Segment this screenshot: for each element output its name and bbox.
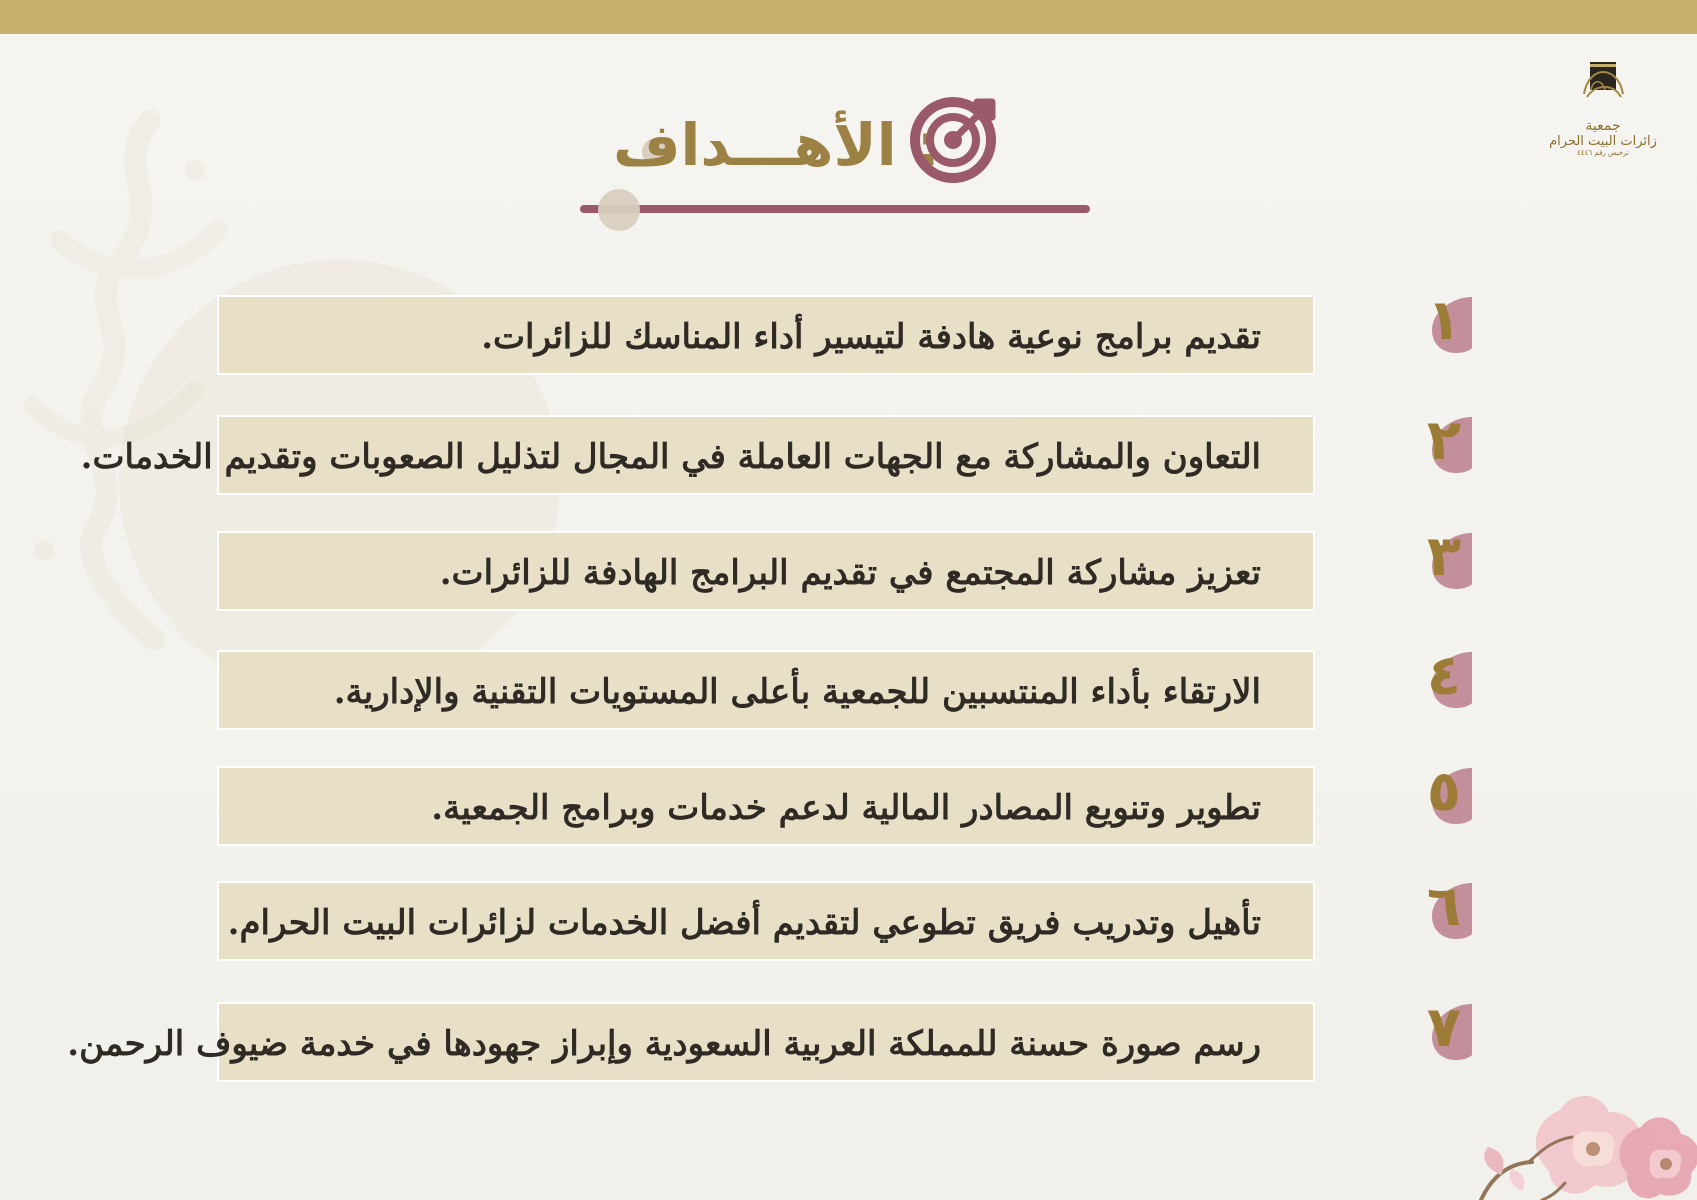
goal-row-3	[217, 524, 1461, 615]
goal-row-1	[217, 288, 1461, 379]
title-main: الأهـــداف	[613, 111, 897, 179]
top-band	[0, 0, 1697, 34]
goal-row-5	[217, 759, 1461, 850]
kaaba-logo-icon	[1575, 52, 1631, 110]
goal-box-1	[217, 295, 1315, 375]
goal-box-7	[67, 1002, 1315, 1082]
goal-box-2	[80, 415, 1315, 495]
goal-box-5	[217, 766, 1315, 846]
goal-text-4: الارتقاء بأداء المنتسبين للجمعية بأعلى المستويات التقنية والإدارية.	[333, 672, 1261, 712]
goal-number-5: ٥	[1426, 759, 1461, 824]
goal-row-4	[217, 643, 1461, 734]
title-underline-dot	[598, 189, 640, 231]
goal-text-5: تطوير وتنويع المصادر المالية لدعم خدمات وبرامج الجمعية.	[431, 788, 1261, 828]
logo-line-1: جمعية	[1585, 118, 1621, 134]
goal-box-6	[217, 881, 1315, 961]
goal-text-3: تعزيز مشاركة المجتمع في تقديم البرامج الهادفة للزائرات.	[439, 553, 1261, 593]
goal-text-2: التعاون والمشاركة مع الجهات العاملة في المجال لتذليل الصعوبات وتقديم الخدمات.	[80, 437, 1261, 477]
flower-icon	[1467, 1055, 1697, 1200]
goal-text-1: تقديم برامج نوعية هادفة لتيسير أداء المناسك للزائرات.	[481, 317, 1261, 357]
title-separator: :	[916, 111, 940, 179]
goal-row-7	[67, 995, 1461, 1086]
goal-box-4	[217, 650, 1315, 730]
goal-number-6: ٦	[1426, 874, 1461, 939]
logo-line-2: زائرات البيت الحرام	[1549, 134, 1657, 149]
target-icon	[910, 95, 1000, 185]
calligraphy-watermark-icon	[0, 80, 250, 670]
page-title	[613, 107, 940, 183]
goal-number-3: ٣	[1426, 524, 1461, 589]
goal-text-6: تأهيل وتدريب فريق تطوعي لتقديم أفضل الخدمات لزائرات البيت الحرام.	[227, 903, 1261, 943]
title-underline	[580, 205, 1090, 213]
title-area	[580, 95, 1080, 235]
organization-logo	[1543, 52, 1663, 172]
goal-text-7: رسم صورة حسنة للمملكة العربية السعودية وإبراز جهودها في خدمة ضيوف الرحمن.	[67, 1024, 1261, 1064]
goal-number-2: ٢	[1426, 408, 1461, 473]
goal-row-2	[80, 408, 1461, 499]
goal-row-6	[217, 874, 1461, 965]
goal-number-4: ٤	[1426, 643, 1461, 708]
logo-line-3: ترخيص رقم ٤٤٤٦	[1577, 149, 1629, 157]
goal-number-1: ١	[1426, 288, 1461, 353]
goal-box-3	[217, 531, 1315, 611]
goal-number-7: ٧	[1426, 995, 1461, 1060]
